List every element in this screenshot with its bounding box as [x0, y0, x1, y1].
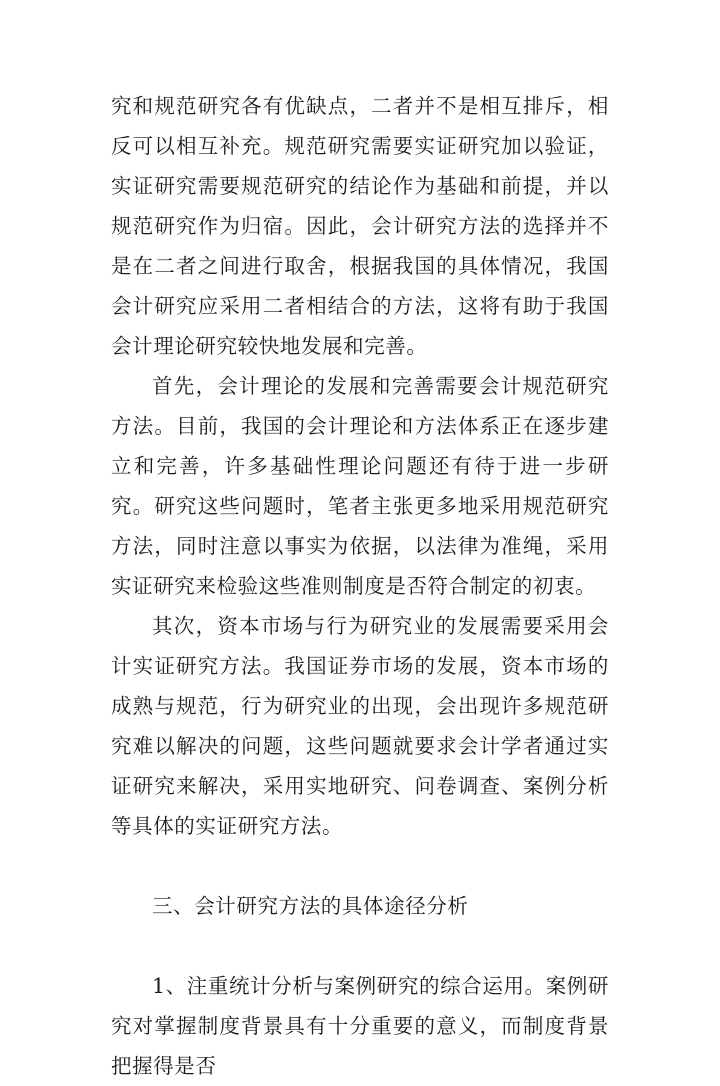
- paragraph-continuation: 究和规范研究各有优缺点，二者并不是相互排斥，相反可以相互补充。规范研究需要实证研究加以验证，实证研究需要规范研究的结论作为基础和前提，并以规范研究作为归宿。因此，会计研究方法的选择并不是在二者之间进行取舍，根据我国的具体情况，我国会计研究应采用二者相结合的方法，这将有助于我国会计理论研究较快地发展和完善。: [111, 94, 609, 358]
- spacer: [111, 846, 609, 886]
- section-heading: 三、会计研究方法的具体途径分析: [152, 894, 469, 918]
- paragraph-first: 首先，会计理论的发展和完善需要会计规范研究方法。目前，我国的会计理论和方法体系正在逐步建立和完善，许多基础性理论问题还有待于进一步研究。研究这些问题时，笔者主张更多地采用规范研究方法，同时注意以事实为依据，以法律为准绳，采用实证研究来检验这些准则制度是否符合制定的初衷。: [111, 374, 609, 598]
- paragraph-second: 其次，资本市场与行为研究业的发展需要采用会计实证研究方法。我国证券市场的发展，资本市场的成熟与规范，行为研究业的出现，会出现许多规范研究难以解决的问题，这些问题就要求会计学者通过实证研究来解决，采用实地研究、问卷调查、案例分析等具体的实证研究方法。: [111, 614, 609, 838]
- spacer: [111, 926, 609, 966]
- document-page: [111, 86, 609, 1086]
- subsection-paragraph: 1、注重统计分析与案例研究的综合运用。案例研究对掌握制度背景具有十分重要的意义，而制度背景把握得是否: [111, 974, 609, 1078]
